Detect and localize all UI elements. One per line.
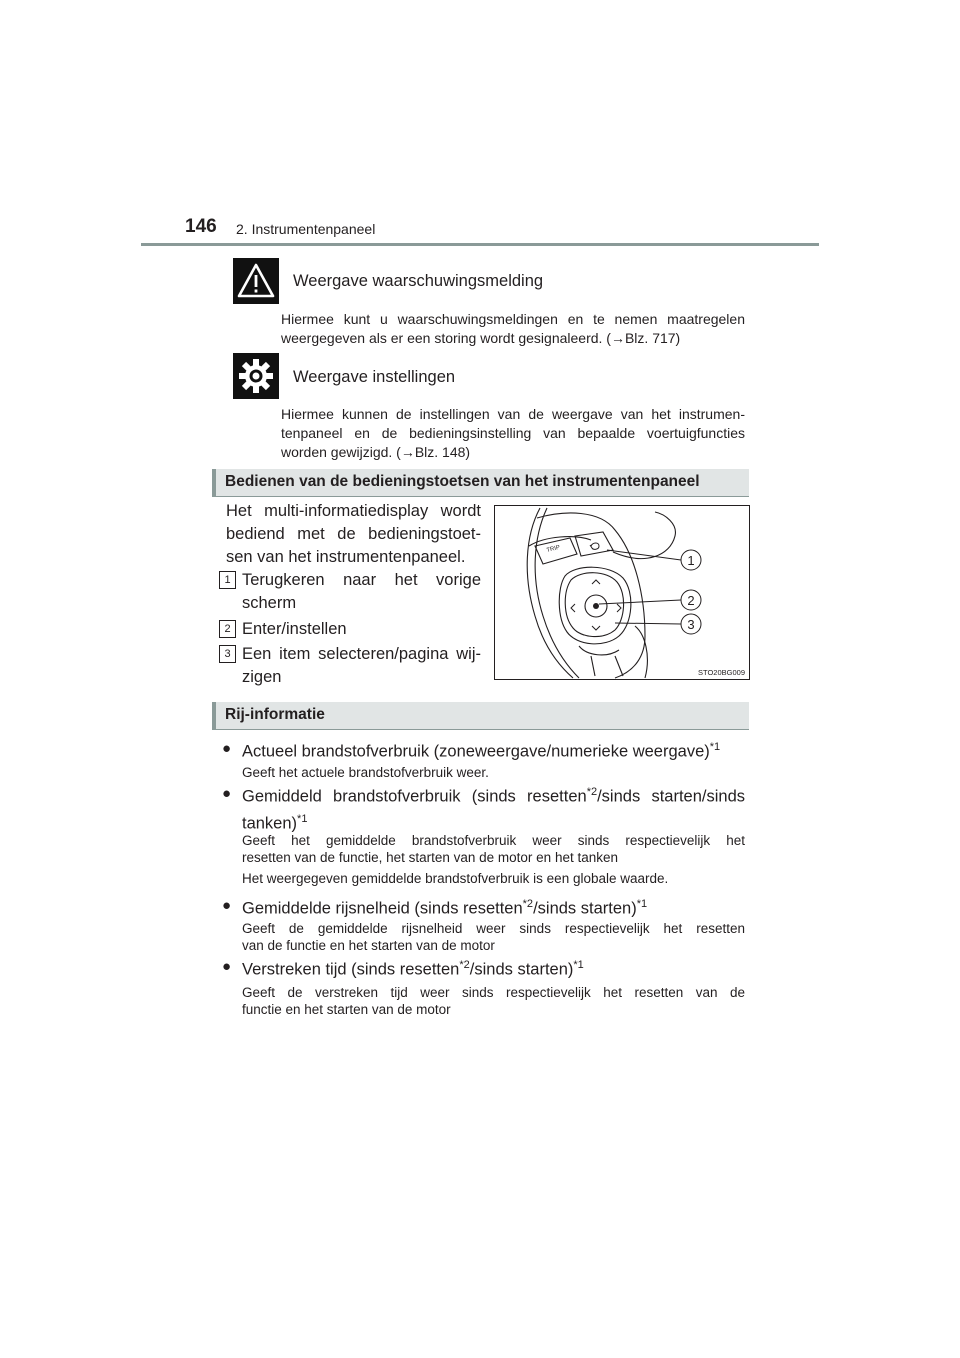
section-bar-controls	[212, 469, 749, 496]
bullet-title-current-fuel: Actueel brandstofverbruik (zoneweergave/numerieke weergave)$^{*1}$	[242, 741, 721, 761]
bullet-desc-average-speed: Geeft de gemiddelde rijsnelheid weer sinds respectievelijk het resetten van de functie en het starten van de motor	[242, 921, 745, 953]
list-item: Terugkeren naar het vorige scherm	[242, 571, 481, 612]
number-badge-3: 3	[219, 645, 236, 663]
bullet-title-average-speed: Gemiddelde rijsnelheid (sinds resetten$^{*2}$/sinds starten)$^{*1}$	[242, 898, 648, 918]
list-item: Een item selecteren/pagina wij- zigen	[242, 645, 481, 686]
page-number: 146	[185, 216, 217, 237]
settings-display-description: Hiermee kunnen de instellingen van de weergave van het instrumen- tenpaneel en de bedieningsinstelling van bepaalde voertuigfuncties worden gewijzigd. (→Blz. 148)	[281, 406, 745, 460]
bullet-desc-current-fuel: Geeft het actuele brandstofverbruik weer.	[242, 765, 489, 780]
section-title-trip-info: Rij-informatie	[225, 706, 325, 723]
svg-text:TRIP: TRIP	[546, 544, 561, 554]
number-badge-2: 2	[219, 620, 236, 638]
header-rule	[141, 243, 819, 246]
settings-display-title: Weergave instellingen	[293, 368, 456, 386]
bullet-desc-elapsed-time: Geeft de verstreken tijd weer sinds respectievelijk het resetten van de functie en het starten van de motor	[242, 985, 745, 1017]
section-title-controls: Bedienen van de bedieningstoetsen van het instrumentenpaneel	[225, 473, 700, 490]
warning-triangle-icon	[233, 258, 279, 304]
gear-icon	[233, 353, 279, 399]
bullet-icon: ●	[222, 785, 232, 802]
figure-code: STO20BG009	[698, 668, 745, 677]
warning-display-description: Hiermee kunt u waarschuwingsmeldingen en te nemen maatregelen weergegeven als er een storing wordt gesignaleerd. (→Blz. 717)	[281, 311, 745, 346]
steering-switch-illustration	[494, 505, 750, 680]
bullet-title-average-fuel: Gemiddeld brandstofverbruik (sinds resetten$^{*2}$/sinds starten/sinds tanken)$^{*1}$	[242, 786, 745, 832]
bullet-title-elapsed-time: Verstreken tijd (sinds resetten$^{*2}$/sinds starten)$^{*1}$	[242, 959, 584, 979]
callout-3: 3	[687, 617, 695, 632]
callout-1: 1	[687, 553, 695, 568]
bullet-icon: ●	[222, 958, 232, 975]
bullet-icon: ●	[222, 897, 232, 914]
controls-intro: Het multi-informatiedisplay wordt bediend met de bedieningstoet- sen van het instrumentenpaneel.	[226, 502, 481, 566]
bullet-icon: ●	[222, 740, 232, 757]
list-item: Enter/instellen	[242, 620, 347, 638]
callout-2: 2	[687, 593, 695, 608]
section-bar-trip-info	[212, 702, 749, 729]
chapter-title: 2. Instrumentenpaneel	[236, 221, 376, 237]
warning-display-title: Weergave waarschuwingsmelding	[293, 272, 544, 290]
number-badge-1: 1	[219, 571, 236, 589]
bullet-desc-average-fuel: Geeft het gemiddelde brandstofverbruik weer sinds respectievelijk het resetten van de functie, het starten van de motor en het tanken Het weergegeven gemiddelde brandstofverbruik is een globale waarde.	[242, 833, 745, 886]
